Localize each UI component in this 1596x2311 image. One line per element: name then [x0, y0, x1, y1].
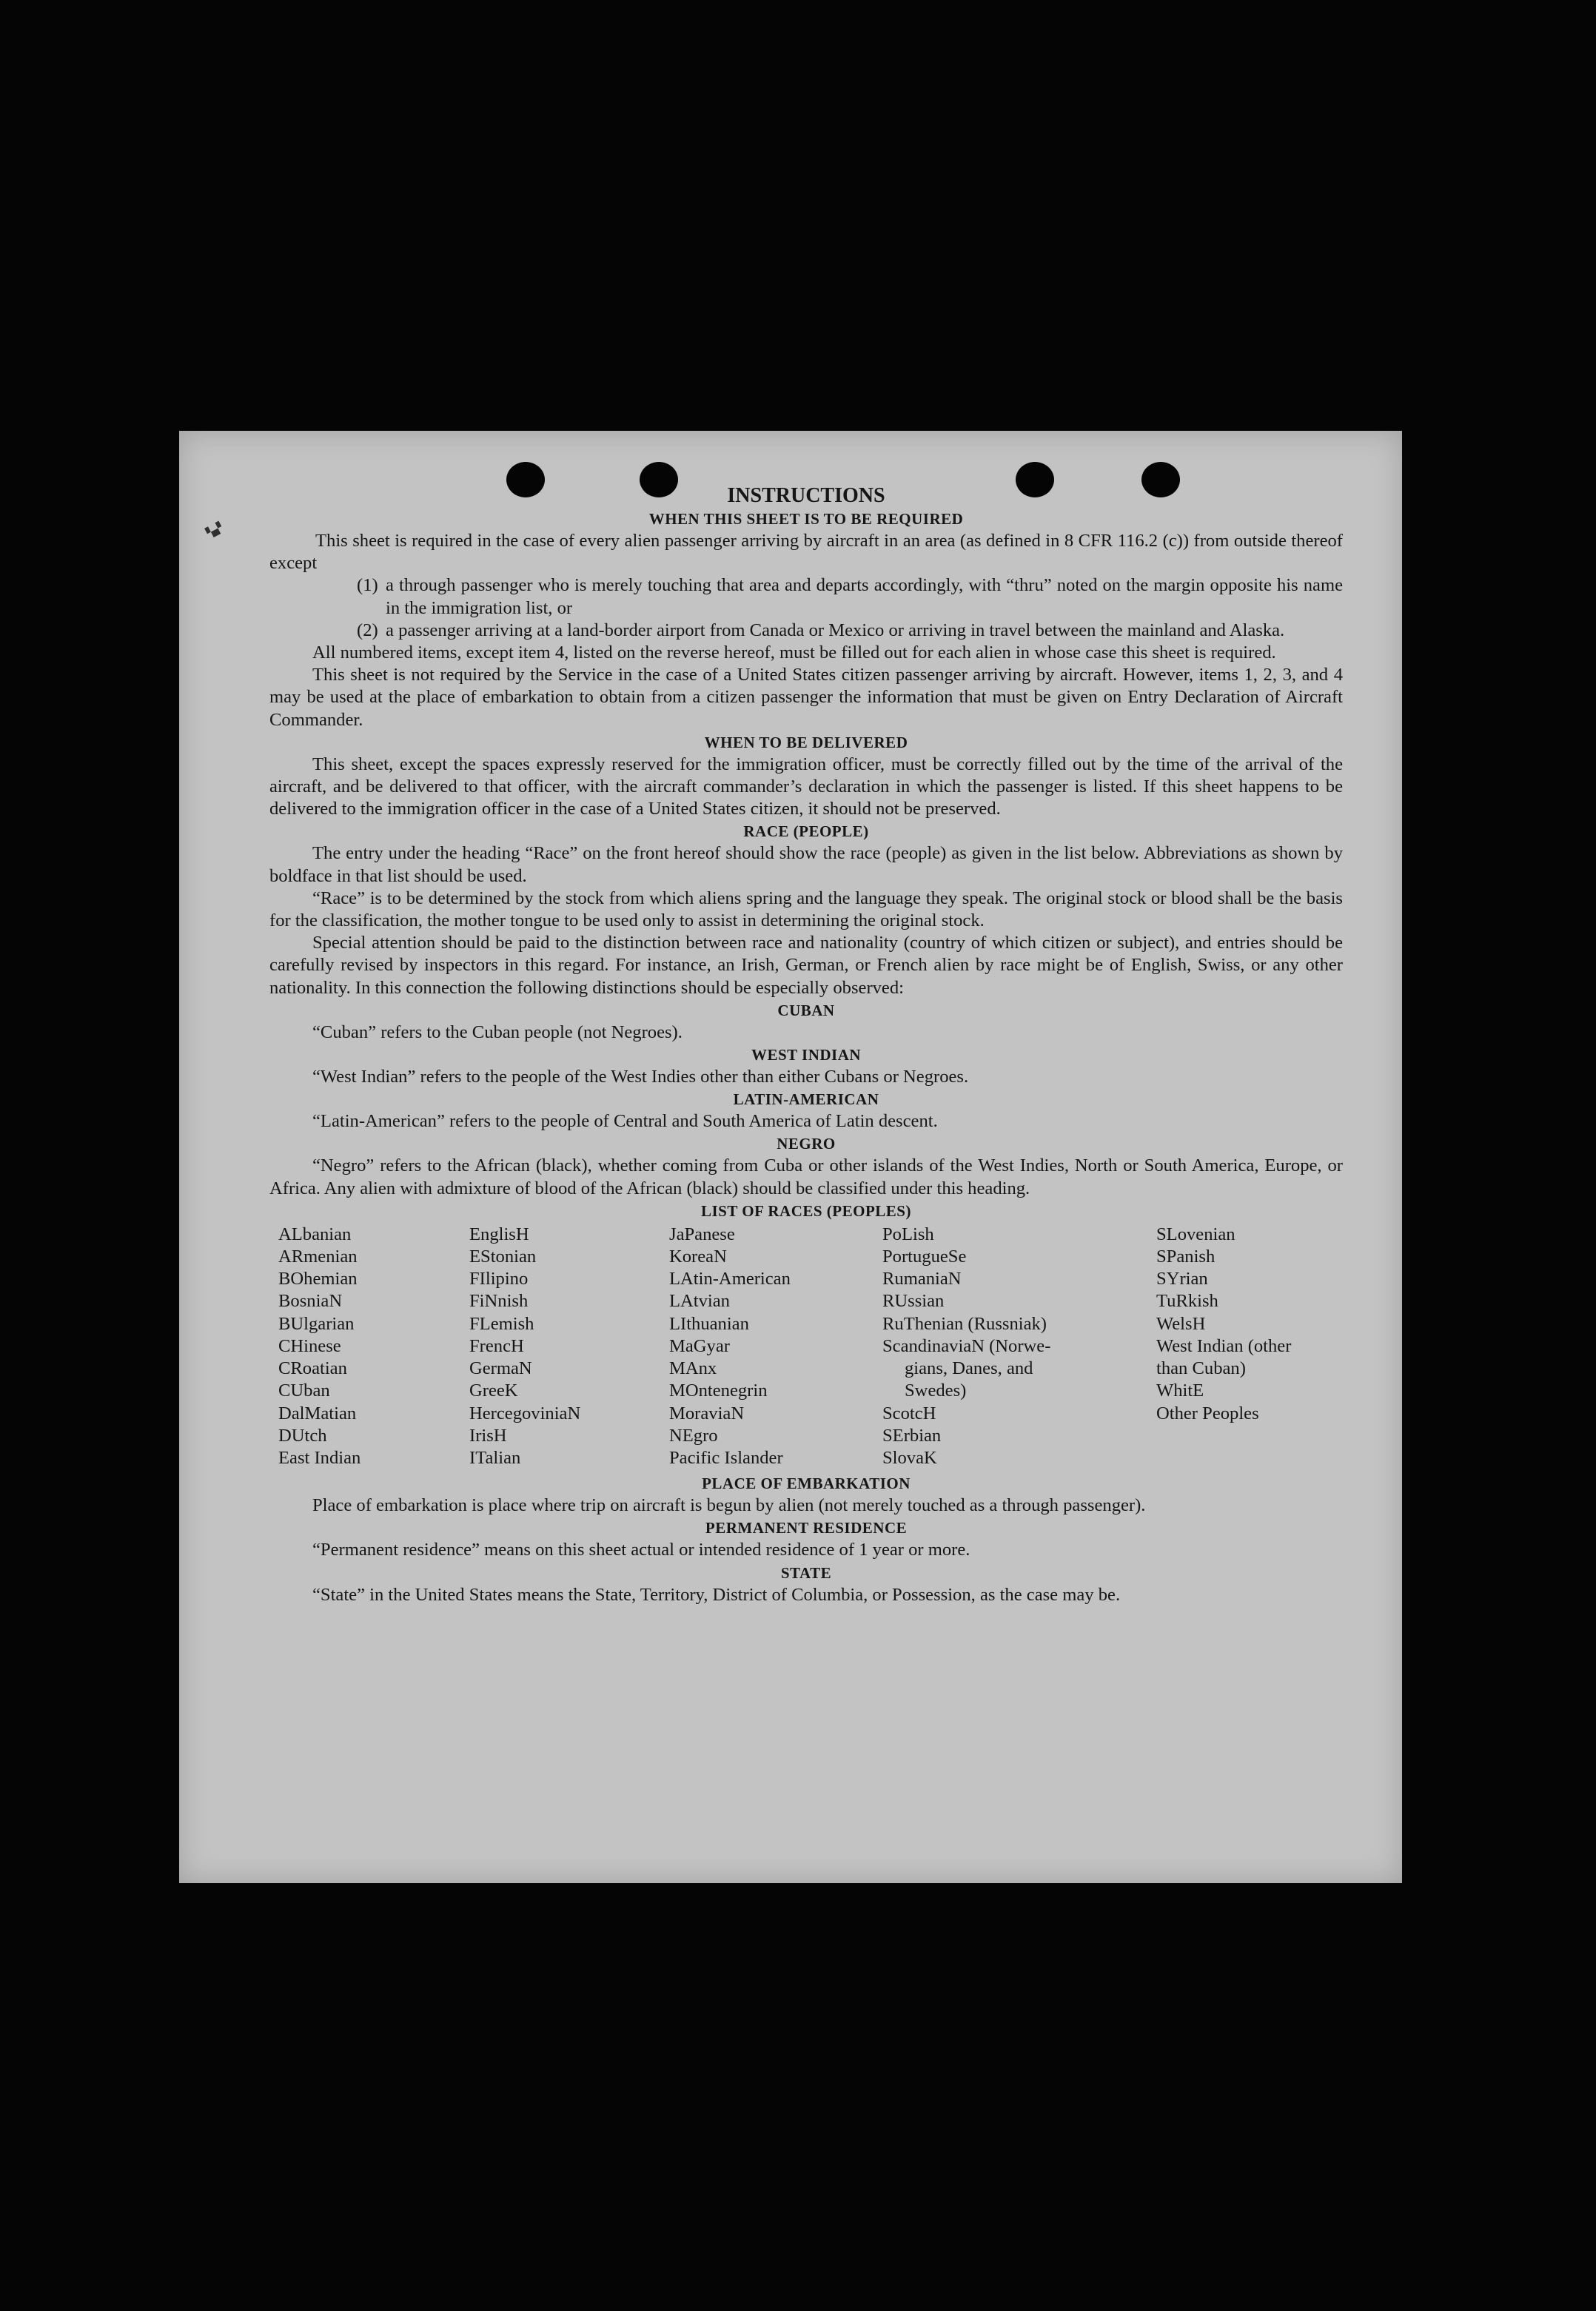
item-number: (1) — [357, 575, 378, 596]
race-entry: West Indian (other — [1156, 1335, 1292, 1356]
races-column-4 — [882, 1224, 1156, 1469]
races-column-3 — [669, 1224, 882, 1469]
race-entry: than Cuban) — [1156, 1358, 1246, 1379]
race-entry: WhitE — [1156, 1381, 1204, 1401]
race-entry: GreeK — [469, 1381, 518, 1401]
races-column-1 — [278, 1224, 469, 1469]
race-entry: FiNnish — [469, 1291, 529, 1312]
races-column-2 — [469, 1224, 669, 1469]
race-entry: Swedes) — [905, 1381, 967, 1401]
race-entry: SlovaK — [882, 1447, 937, 1468]
race-entry: SErbian — [882, 1425, 942, 1446]
race-para-1: The entry under the heading “Race” on the front hereof should show the race (people) as given in the list below. Abbreviations as shown by boldface in that list should be used. — [269, 843, 1343, 886]
race-entry: BosniaN — [278, 1291, 343, 1312]
race-entry: SLovenian — [1156, 1224, 1235, 1244]
exception-item-1 — [269, 574, 1343, 619]
residence-para: “Permanent residence” means on this sheet actual or intended residence of 1 year or more. — [312, 1540, 970, 1560]
race-entry: JaPanese — [669, 1224, 735, 1244]
race-entry: FLemish — [469, 1313, 534, 1334]
race-entry: ALbanian — [278, 1224, 352, 1244]
race-entry: LAtvian — [669, 1291, 730, 1312]
ink-smudge: ▚▞ — [205, 522, 225, 540]
race-entry: MOntenegrin — [669, 1381, 768, 1401]
when-delivered-para: This sheet, except the spaces expressly reserved for the immigration officer, must be correctly filled out by the time of the arrival of the aircraft, and be delivered to that officer, with the aircraft commander’s declaration in which the passenger is listed. If this sheet happens to be delivered to the immigration officer in the case of a United States citizen, it should not be preserved. — [269, 754, 1343, 819]
race-entry: BUlgarian — [278, 1313, 355, 1334]
race-entry: RumaniaN — [882, 1269, 962, 1289]
race-entry: CRoatian — [278, 1358, 347, 1379]
when-required-para-2: All numbered items, except item 4, listed on the reverse hereof, must be filled out for each alien in whose case this sheet is required. — [312, 643, 1276, 663]
heading-when-delivered: WHEN TO BE DELIVERED — [704, 733, 908, 751]
heading-permanent-residence: PERMANENT RESIDENCE — [705, 1519, 908, 1537]
race-entry: BOhemian — [278, 1269, 358, 1289]
heading-cuban: CUBAN — [777, 1001, 835, 1019]
race-entry: WelsH — [1156, 1313, 1206, 1334]
race-entry: CHinese — [278, 1335, 341, 1356]
item-text: a through passenger who is merely touching that area and departs accordingly, with “thru” noted on the margin opposite his name in the immigration list, or — [386, 575, 1343, 618]
race-entry: EnglisH — [469, 1224, 529, 1244]
exception-item-2 — [269, 620, 1343, 642]
item-number: (2) — [357, 620, 378, 640]
heading-race: RACE (PEOPLE) — [743, 822, 869, 841]
race-entry: gians, Danes, and — [905, 1358, 1033, 1379]
race-entry: East Indian — [278, 1447, 361, 1468]
races-list — [278, 1224, 1343, 1469]
heading-latin-american: LATIN-AMERICAN — [733, 1090, 879, 1109]
west-indian-para: “West Indian” refers to the people of the West Indies other than either Cubans or Negroes. — [312, 1067, 969, 1087]
instruction-sheet — [179, 431, 1402, 1883]
race-entry: PoLish — [882, 1224, 934, 1244]
embarkation-para: Place of embarkation is place where trip on aircraft is begun by alien (not merely touched as a through passenger). — [312, 1495, 1146, 1516]
race-entry: ARmenian — [278, 1247, 358, 1267]
heading-embarkation: PLACE OF EMBARKATION — [702, 1475, 911, 1493]
race-entry: RUssian — [882, 1291, 945, 1312]
race-entry: FrencH — [469, 1335, 524, 1356]
race-para-2: “Race” is to be determined by the stock from which aliens spring and the language they speak. The original stock or blood shall be the basis for the classification, the mother tongue to be used only to assist in determining the original stock. — [269, 888, 1343, 931]
race-entry: SPanish — [1156, 1247, 1216, 1267]
race-entry: SYrian — [1156, 1269, 1208, 1289]
cuban-para: “Cuban” refers to the Cuban people (not Negroes). — [312, 1022, 683, 1042]
race-entry: LIthuanian — [669, 1313, 749, 1334]
latin-american-para: “Latin-American” refers to the people of Central and South America of Latin descent. — [312, 1111, 938, 1132]
race-entry: CUban — [278, 1381, 330, 1401]
race-entry: ScotcH — [882, 1403, 936, 1423]
race-entry: PortugueSe — [882, 1247, 967, 1267]
heading-list-of-races: LIST OF RACES (PEOPLES) — [701, 1201, 911, 1220]
race-entry: MaGyar — [669, 1335, 730, 1356]
race-entry: ScandinaviaN (Norwe- — [882, 1335, 1051, 1356]
race-entry: RuThenian (Russniak) — [882, 1313, 1047, 1334]
race-entry: DUtch — [278, 1425, 327, 1446]
heading-west-indian: WEST INDIAN — [751, 1046, 862, 1064]
race-entry: MAnx — [669, 1358, 717, 1379]
race-entry: MoraviaN — [669, 1403, 745, 1423]
instructions-body — [269, 484, 1343, 1606]
races-column-5 — [1156, 1224, 1352, 1469]
heading-state: STATE — [780, 1563, 832, 1582]
race-entry: HercegoviniaN — [469, 1403, 581, 1423]
race-entry: LAtin-American — [669, 1269, 791, 1289]
when-required-intro: This sheet is required in the case of every alien passenger arriving by aircraft in an area (as defined in 8 CFR 116.2 (c)) from outside thereof except — [269, 531, 1343, 574]
race-entry: IrisH — [469, 1425, 507, 1446]
race-entry: DalMatian — [278, 1403, 357, 1423]
heading-negro: NEGRO — [777, 1135, 836, 1153]
race-entry: ITalian — [469, 1447, 521, 1468]
item-text: a passenger arriving at a land-border airport from Canada or Mexico or arriving in travel between the mainland and Alaska. — [386, 620, 1285, 640]
race-entry: EStonian — [469, 1247, 537, 1267]
race-entry: Pacific Islander — [669, 1447, 783, 1468]
negro-para: “Negro” refers to the African (black), whether coming from Cuba or other islands of the West Indies, North or South America, Europe, or Africa. Any alien with admixture of blood of the African (black) should be classified under this heading. — [269, 1156, 1343, 1198]
race-para-3: Special attention should be paid to the distinction between race and nationality (country of which citizen or subject), and entries should be carefully revised by inspectors in this regard. For instance, an Irish, German, or French alien by race might be of English, Swiss, or any other nationality. In this connection the following distinctions should be especially observed: — [269, 933, 1343, 998]
race-entry: Other Peoples — [1156, 1403, 1259, 1423]
race-entry: TuRkish — [1156, 1291, 1218, 1312]
race-entry: KoreaN — [669, 1247, 727, 1267]
heading-when-required: WHEN THIS SHEET IS TO BE REQUIRED — [648, 510, 964, 528]
race-entry: NEgro — [669, 1425, 718, 1446]
page-title: INSTRUCTIONS — [727, 484, 885, 507]
when-required-para-3: This sheet is not required by the Service in the case of a United States citizen passenger arriving by aircraft. However, items 1, 2, 3, and 4 may be used at the place of embarkation to obtain from a citizen passenger the information that must be given on Entry Declaration of Aircraft Commander. — [269, 665, 1343, 730]
state-para: “State” in the United States means the State, Territory, District of Columbia, or Possession, as the case may be. — [312, 1584, 1121, 1605]
race-entry: GermaN — [469, 1358, 532, 1379]
race-entry: FIlipino — [469, 1269, 529, 1289]
